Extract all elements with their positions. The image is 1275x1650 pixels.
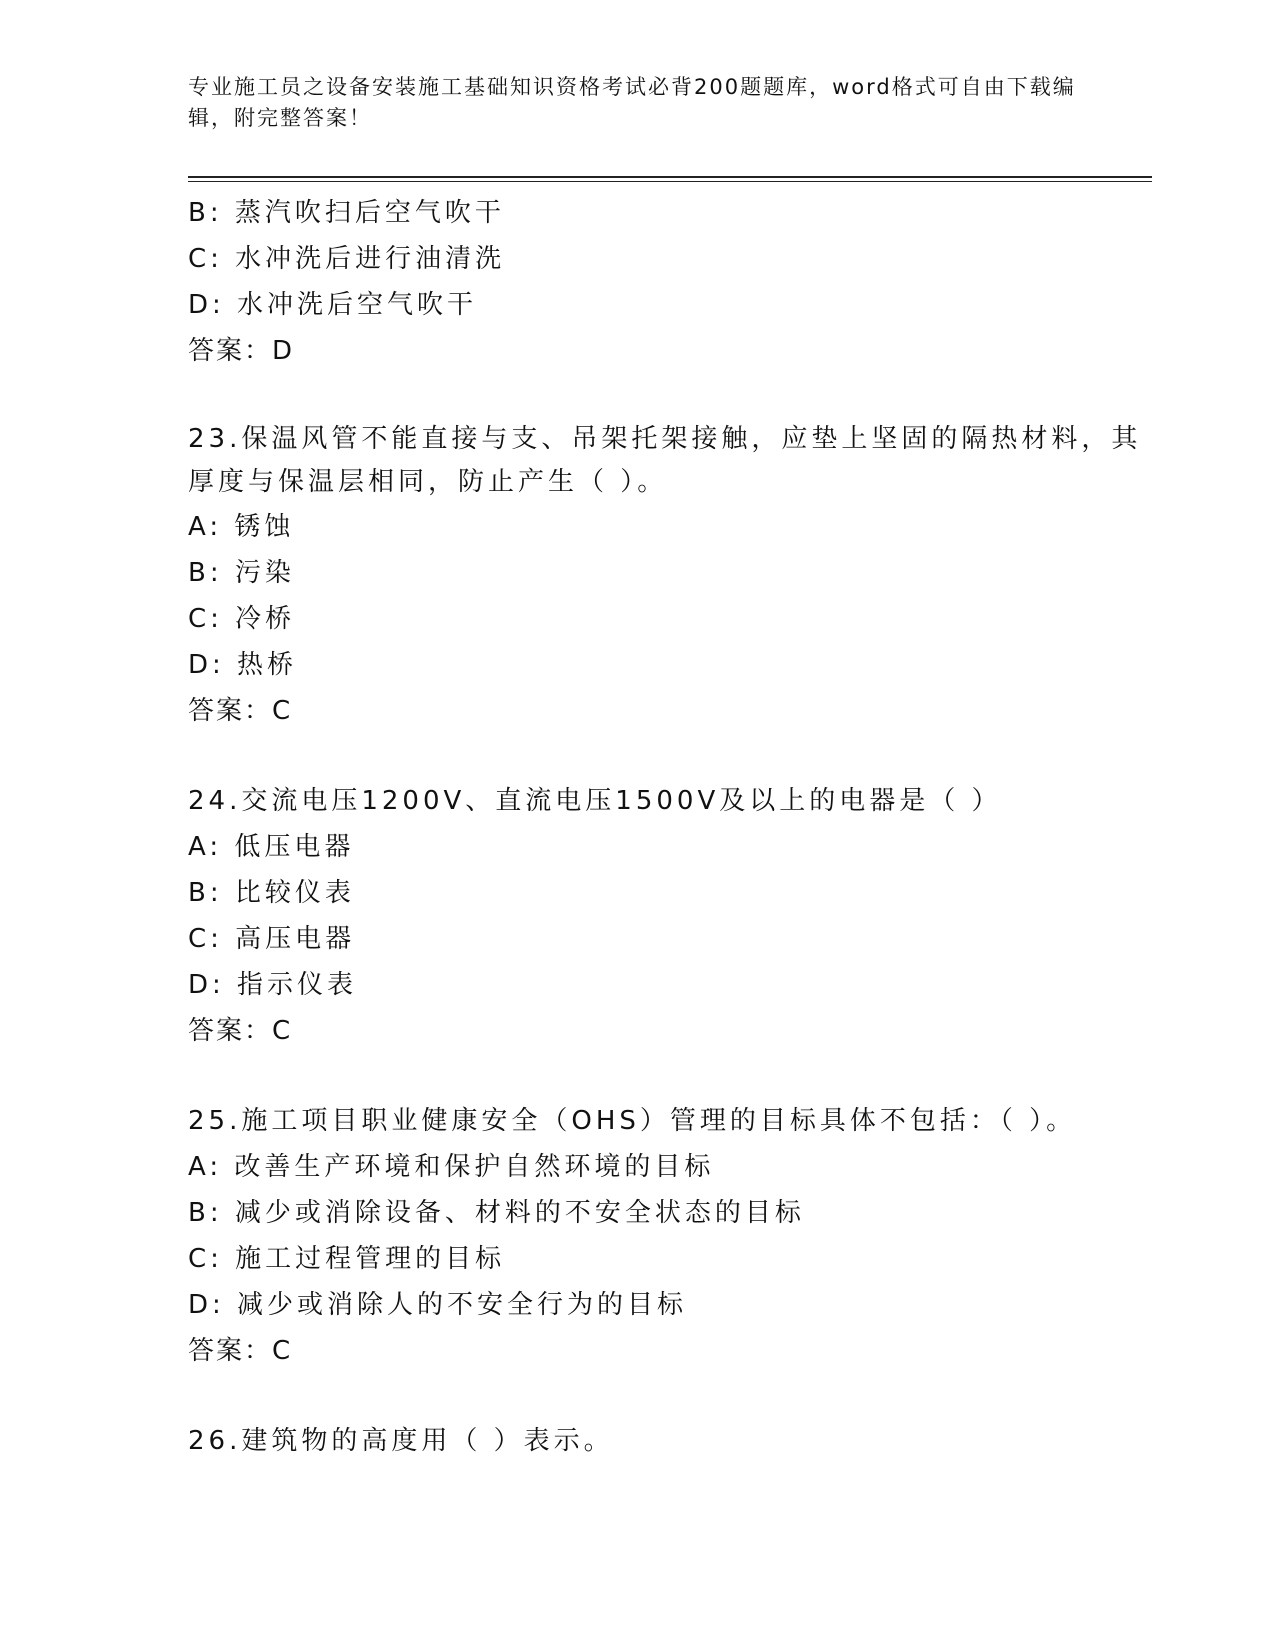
option-a: A: 低压电器 xyxy=(188,832,355,862)
question-26-block xyxy=(188,1418,1148,1464)
question-26-text: 26.建筑物的高度用（ ）表示。 xyxy=(188,1426,614,1456)
option-c: C: 高压电器 xyxy=(188,924,356,954)
option-a: A: 改善生产环境和保护自然环境的目标 xyxy=(188,1152,715,1182)
option-c: C: 冷桥 xyxy=(188,604,296,634)
answer-line: 答案：C xyxy=(188,1336,293,1366)
answer-line: 答案：D xyxy=(188,336,295,366)
question-25-block xyxy=(188,1098,1148,1374)
option-a: A: 锈蚀 xyxy=(188,512,295,542)
question-23-block xyxy=(188,418,1148,734)
header-divider-thick xyxy=(188,176,1152,178)
option-d: D: 减少或消除人的不安全行为的目标 xyxy=(188,1290,688,1320)
option-b: B: 污染 xyxy=(188,558,295,588)
question-content xyxy=(188,190,1148,1464)
option-d: D: 水冲洗后空气吹干 xyxy=(188,290,478,320)
question-24-text: 24.交流电压1200V、直流电压1500V及以上的电器是（ ） xyxy=(188,786,1002,816)
prev-question-block xyxy=(188,190,1148,374)
option-b: B: 减少或消除设备、材料的不安全状态的目标 xyxy=(188,1198,805,1228)
option-d: D: 热桥 xyxy=(188,650,298,680)
question-23-text: 23.保温风管不能直接与支、吊架托架接触，应垫上坚固的隔热材料，其厚度与保温层相同，防止产生（ ）。 xyxy=(188,424,1142,497)
answer-line: 答案：C xyxy=(188,696,293,726)
header-divider-thin xyxy=(188,181,1152,182)
option-b: B: 比较仪表 xyxy=(188,878,355,908)
question-24-block xyxy=(188,778,1148,1054)
option-b: B: 蒸汽吹扫后空气吹干 xyxy=(188,198,505,228)
answer-line: 答案：C xyxy=(188,1016,293,1046)
option-c: C: 水冲洗后进行油清洗 xyxy=(188,244,506,274)
question-25-text: 25.施工项目职业健康安全（OHS）管理的目标具体不包括：（ ）。 xyxy=(188,1106,1077,1136)
option-d: D: 指示仪表 xyxy=(188,970,358,1000)
document-header: 专业施工员之设备安装施工基础知识资格考试必背200题题库，word格式可自由下载编辑，附完整答案！ xyxy=(188,75,1076,130)
option-c: C: 施工过程管理的目标 xyxy=(188,1244,506,1274)
